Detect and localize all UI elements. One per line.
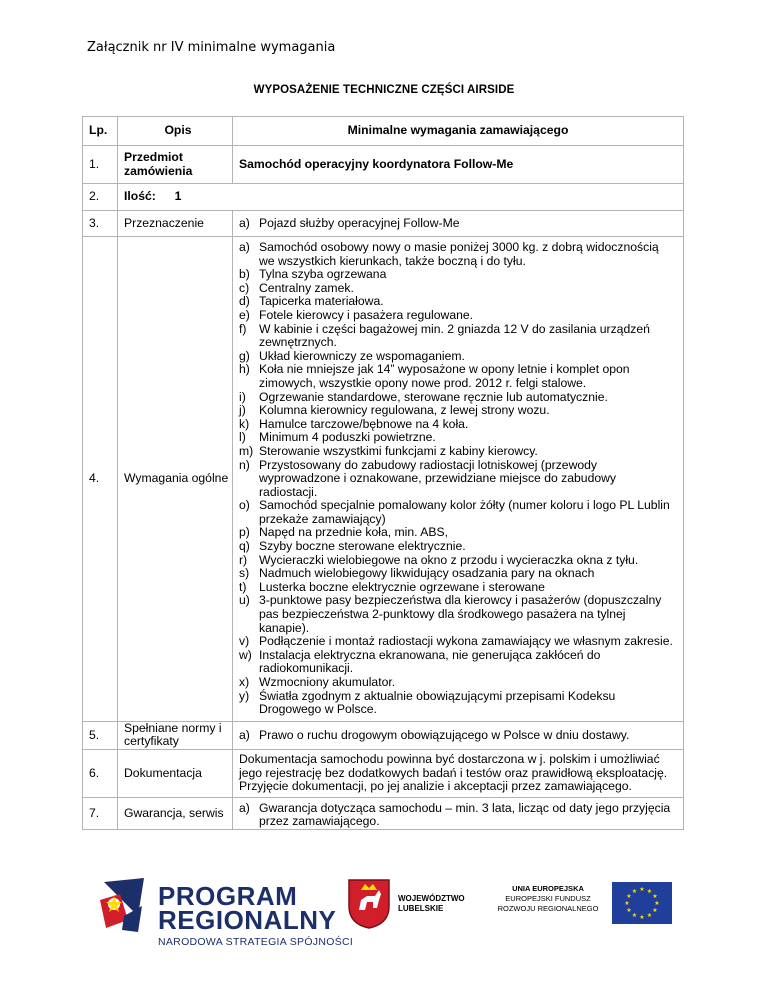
requirement-text: Napęd na przednie koła, min. ABS, xyxy=(259,525,449,540)
requirement-marker: d) xyxy=(239,294,250,309)
requirements-list xyxy=(239,241,677,717)
table-row xyxy=(83,237,684,722)
requirement-text: Szyby boczne sterowane elektrycznie. xyxy=(259,539,466,554)
requirement-text: Minimum 4 poduszki powietrzne. xyxy=(259,430,436,445)
row-number: 4. xyxy=(83,237,118,722)
requirement-item xyxy=(239,350,677,364)
svg-text:★: ★ xyxy=(639,914,645,921)
eu-text xyxy=(492,884,604,914)
svg-text:★: ★ xyxy=(652,893,658,900)
requirement-item xyxy=(239,729,677,743)
requirement-item xyxy=(239,268,677,282)
svg-text:★: ★ xyxy=(626,893,632,900)
requirement-marker: i) xyxy=(239,389,246,404)
requirement-marker: f) xyxy=(239,321,247,336)
requirement-marker: h) xyxy=(239,362,250,377)
requirement-item xyxy=(239,295,677,309)
row-label: Dokumentacja xyxy=(118,749,233,797)
quantity-cell xyxy=(118,184,684,211)
requirement-marker: k) xyxy=(239,416,250,431)
requirement-text: Światła zgodnym z aktualnie obowiązującymi przepisami Kodeksu Drogowego w Polsce. xyxy=(259,688,616,717)
wojewodztwo-text xyxy=(398,894,465,914)
lubelskie-crest-icon xyxy=(347,878,391,930)
requirement-text: Kolumna kierownicy regulowana, z lewej strony wozu. xyxy=(259,403,550,418)
requirement-marker: c) xyxy=(239,280,250,295)
requirement-text: Tapicerka materiałowa. xyxy=(259,294,384,309)
requirement-item xyxy=(239,499,677,526)
program-subtitle: NARODOWA STRATEGIA SPÓJNOŚCI xyxy=(158,936,354,948)
table-row xyxy=(83,797,684,829)
program-line1: PROGRAM xyxy=(158,881,298,911)
svg-text:★: ★ xyxy=(626,907,632,914)
row-items xyxy=(233,797,684,829)
requirement-text: Koła nie mniejsze jak 14” wyposażone w opony letnie i komplet opon zimowych, wszystkie opony nowe prod. 2012 r. felgi stalowe. xyxy=(259,362,630,390)
requirement-item xyxy=(239,635,677,649)
requirement-text: Centralny zamek. xyxy=(259,280,354,295)
requirements-list xyxy=(239,729,677,743)
table-row xyxy=(83,184,684,211)
row-label: Przeznaczenie xyxy=(118,211,233,237)
row-items xyxy=(233,211,684,237)
requirement-item xyxy=(239,459,677,500)
woj-line1: WOJEWÓDZTWO xyxy=(398,894,465,903)
svg-text:★: ★ xyxy=(639,886,645,893)
requirement-text: Wycieraczki wielobiegowe na okno z przodu i wycieraczka okna z tyłu. xyxy=(259,552,639,567)
requirement-text: Hamulce tarczowe/bębnowe na 4 koła. xyxy=(259,416,469,431)
table-row xyxy=(83,146,684,184)
quantity-value: 1 xyxy=(174,189,182,204)
row-value: Dokumentacja samochodu powinna być dostarczona w j. polskim i umożliwiać jego rejestrację bez dodatkowych badań i testów oraz prawidłową eksploatację. Przyjęcie dokumentacji, po jej analizie i akceptacji przez zamawiającego. xyxy=(233,749,684,797)
requirement-marker: g) xyxy=(239,348,250,363)
requirement-item xyxy=(239,802,677,829)
program-line2: REGIONALNY xyxy=(158,905,337,935)
requirement-item xyxy=(239,323,677,350)
requirement-text: Układ kierowniczy ze wspomaganiem. xyxy=(259,348,465,363)
requirement-marker: s) xyxy=(239,566,250,581)
requirement-item xyxy=(239,241,677,268)
requirement-item xyxy=(239,581,677,595)
requirement-text: W kabinie i części bagażowej min. 2 gniazda 12 V do zasilania urządzeń zewnętrznych. xyxy=(259,321,650,350)
requirement-text: Prawo o ruchu drogowym obowiązującego w Polsce w dniu dostawy. xyxy=(259,727,630,742)
requirement-text: Przystosowany do zabudowy radiostacji lotniskowej (przewody wyprowadzone i oznakowane, przewidziane miejsce do zabudowy radiostacji. xyxy=(259,457,617,499)
column-header-requirements: Minimalne wymagania zamawiającego xyxy=(233,117,684,146)
requirement-item xyxy=(239,594,677,635)
svg-text:★: ★ xyxy=(654,900,660,907)
requirements-list xyxy=(239,802,677,829)
requirement-marker: e) xyxy=(239,307,250,322)
requirements-table xyxy=(82,116,684,830)
requirement-text: Ogrzewanie standardowe, sterowane ręcznie lub automatycznie. xyxy=(259,389,608,404)
requirement-item xyxy=(239,690,677,717)
woj-line2: LUBELSKIE xyxy=(398,904,444,913)
requirement-marker: w) xyxy=(239,647,252,662)
row-value: Samochód operacyjny koordynatora Follow-Me xyxy=(233,146,684,184)
requirement-marker: b) xyxy=(239,267,250,282)
requirements-list xyxy=(239,217,677,231)
column-header-lp: Lp. xyxy=(83,117,118,146)
requirement-text: Pojazd służby operacyjnej Follow-Me xyxy=(259,215,460,230)
requirement-item xyxy=(239,676,677,690)
requirement-text: Lusterka boczne elektrycznie ogrzewane i sterowane xyxy=(259,579,545,594)
svg-text:★: ★ xyxy=(624,900,630,907)
row-number: 2. xyxy=(83,184,118,211)
requirement-marker: u) xyxy=(239,593,250,608)
row-label: Wymagania ogólne xyxy=(118,237,233,722)
requirement-marker: y) xyxy=(239,688,250,703)
requirement-marker: n) xyxy=(239,457,250,472)
requirement-marker: j) xyxy=(239,403,246,418)
ue-line2: EUROPEJSKI FUNDUSZ xyxy=(505,894,591,903)
requirement-item xyxy=(239,649,677,676)
program-regionalny-text xyxy=(158,881,354,948)
requirement-text: Podłączenie i montaż radiostacji wykona zamawiający we własnym zakresie. xyxy=(259,634,673,649)
table-header-row xyxy=(83,117,684,146)
requirement-item xyxy=(239,309,677,323)
requirement-marker: x) xyxy=(239,675,250,689)
requirement-item xyxy=(239,391,677,405)
table-row xyxy=(83,211,684,237)
requirement-marker: a) xyxy=(239,215,250,230)
quantity-label: Ilość: xyxy=(124,189,156,204)
requirement-item xyxy=(239,363,677,390)
requirement-marker: a) xyxy=(239,727,250,742)
row-number: 7. xyxy=(83,797,118,829)
requirement-text: Sterowanie wszystkimi funkcjami z kabiny kierowcy. xyxy=(259,443,538,458)
row-items xyxy=(233,721,684,749)
requirement-marker: a) xyxy=(239,240,250,254)
requirement-marker: r) xyxy=(239,552,248,567)
requirement-text: 3-punktowe pasy bezpieczeństwa dla kierowcy i pasażerów (dopuszczalny pas bezpieczeństwa 2-punktowy dla środkowego pasażera na tylnej kanapie). xyxy=(259,593,662,635)
requirement-item xyxy=(239,431,677,445)
svg-text:★: ★ xyxy=(646,912,653,919)
eu-flag-icon xyxy=(612,882,672,924)
row-items xyxy=(233,237,684,722)
requirement-text: Wzmocniony akumulator. xyxy=(259,675,396,689)
row-number: 5. xyxy=(83,721,118,749)
requirement-marker: a) xyxy=(239,800,250,815)
row-label: Gwarancja, serwis xyxy=(118,797,233,829)
requirement-marker: t) xyxy=(239,579,247,594)
svg-text:★: ★ xyxy=(646,888,653,895)
requirement-text: Tylna szyba ogrzewana xyxy=(259,267,387,282)
footer-logos xyxy=(0,872,768,952)
row-number: 6. xyxy=(83,749,118,797)
requirement-item xyxy=(239,445,677,459)
requirement-item xyxy=(239,567,677,581)
requirement-marker: l) xyxy=(239,430,246,445)
requirement-marker: q) xyxy=(239,539,250,554)
table-row xyxy=(83,749,684,797)
row-label: Spełniane normy i certyfikaty xyxy=(118,721,233,749)
ue-line3: ROZWOJU REGIONALNEGO xyxy=(497,904,599,913)
requirement-marker: m) xyxy=(239,443,254,458)
requirement-item xyxy=(239,282,677,296)
requirement-item xyxy=(239,217,677,231)
column-header-opis: Opis xyxy=(118,117,233,146)
row-number: 1. xyxy=(83,146,118,184)
requirement-text: Gwarancja dotycząca samochodu – min. 3 lata, licząc od daty jego przyjęcia przez zamawiającego. xyxy=(259,800,671,829)
table-row xyxy=(83,721,684,749)
document-title: WYPOSAŻENIE TECHNICZNE CZĘŚCI AIRSIDE xyxy=(253,84,515,96)
requirement-text: Fotele kierowcy i pasażera regulowane. xyxy=(259,307,474,322)
requirement-text: Samochód specjalnie pomalowany kolor żółty (numer koloru i logo PL Lublin przekaże zamawiający) xyxy=(259,498,670,526)
requirement-text: Instalacja elektryczna ekranowana, nie generująca zakłóceń do radiokomunikacji. xyxy=(259,647,601,676)
svg-text:★: ★ xyxy=(631,912,638,919)
requirement-item xyxy=(239,404,677,418)
row-number: 3. xyxy=(83,211,118,237)
svg-text:★: ★ xyxy=(631,888,638,895)
requirement-item xyxy=(239,540,677,554)
row-label: Przedmiot zamówienia xyxy=(118,146,233,184)
requirement-marker: v) xyxy=(239,634,250,649)
requirement-item xyxy=(239,526,677,540)
ue-line1: UNIA EUROPEJSKA xyxy=(512,884,584,893)
requirement-text: Nadmuch wielobiegowy likwidujący osadzania pary na oknach xyxy=(259,566,595,581)
requirement-marker: o) xyxy=(239,498,250,513)
requirement-item xyxy=(239,554,677,568)
program-regionalny-logo-icon xyxy=(98,876,146,934)
svg-text:★: ★ xyxy=(652,907,658,914)
header-note: Załącznik nr IV minimalne wymagania xyxy=(87,40,336,55)
requirement-item xyxy=(239,418,677,432)
requirement-text: Samochód osobowy nowy o masie poniżej 3000 kg. z dobrą widocznością we wszystkich kierunkach, także boczną i do tyłu. xyxy=(259,240,659,268)
requirement-marker: p) xyxy=(239,525,250,540)
